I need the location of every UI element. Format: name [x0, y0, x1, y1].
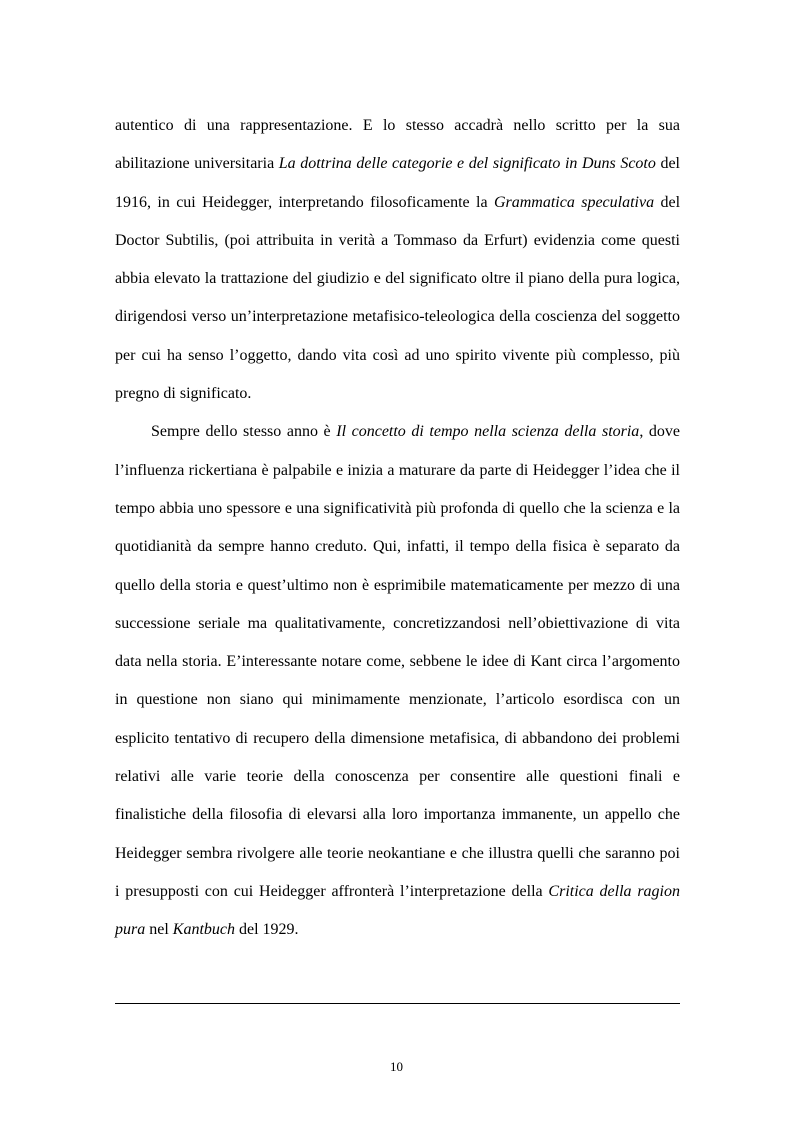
paragraph-2 — [115, 413, 680, 949]
p1-title-duns-scoto: La dottrina delle categorie e del significato in Duns Scoto — [278, 155, 656, 173]
p2-text-4: del 1929. — [235, 921, 299, 939]
p2-title-critica: Critica della ragion pura — [115, 882, 681, 939]
page-number: 10 — [390, 1059, 403, 1074]
paragraph-1 — [115, 107, 680, 413]
body-text — [115, 107, 680, 950]
p1-text-3: del Doctor Subtilis, (poi attribuita in verità a Tommaso da Erfurt) evidenzia come questi abbia elevato la trattazione del giudizio e del significato oltre il piano della pura logica, dirigendosi verso un’interpretazione metafisico-teleologica della coscienza del soggetto per cui ha senso l’oggetto, dando vita così ad uno spirito vivente più complesso, più pregno di significato. — [115, 193, 681, 403]
p2-title-concetto-tempo: Il concetto di tempo nella scienza della storia — [336, 423, 640, 441]
p2-text-3: nel — [145, 921, 173, 939]
footer-rule — [115, 1003, 680, 1004]
p1-text-2: del 1916, in cui Heidegger, interpretando filosoficamente la — [115, 155, 680, 211]
p2-text-1: Sempre dello stesso anno è — [151, 423, 337, 441]
p2-text-2: , dove l’influenza rickertiana è palpabile e inizia a maturare da parte di Heidegger l’idea che il tempo abbia uno spessore e una significatività più profonda di quello che la scienza e la quotidianità da sempre hanno creduto. Qui, infatti, il tempo della fisica è separato da quello della storia e quest’ultimo non è esprimibile matematicamente per mezzo di una successione seriale ma qualitativamente, concretizzandosi nell’obiettivazione di vita data nella storia. E’interessante notare come, sebbene le idee di Kant circa l’argomento in questione non siano qui minimamente menzionate, l’articolo esordisca con un esplicito tentativo di recupero della dimensione metafisica, di abbandono dei problemi relativi alle varie teorie della conoscenza per consentire alle questioni finali e finalistiche della filosofia di elevarsi alla loro importanza immanente, un appello che Heidegger sembra rivolgere alle teorie neokantiane e che illustra quelli che saranno poi i presupposti con cui Heidegger affronterà l’interpretazione della — [115, 423, 681, 900]
p1-title-grammatica: Grammatica speculativa — [493, 193, 655, 211]
p2-title-kantbuch: Kantbuch — [172, 921, 235, 939]
p1-text-1: autentico di una rappresentazione. E lo stesso accadrà nello scritto per la sua abilitazione universitaria — [115, 117, 680, 173]
